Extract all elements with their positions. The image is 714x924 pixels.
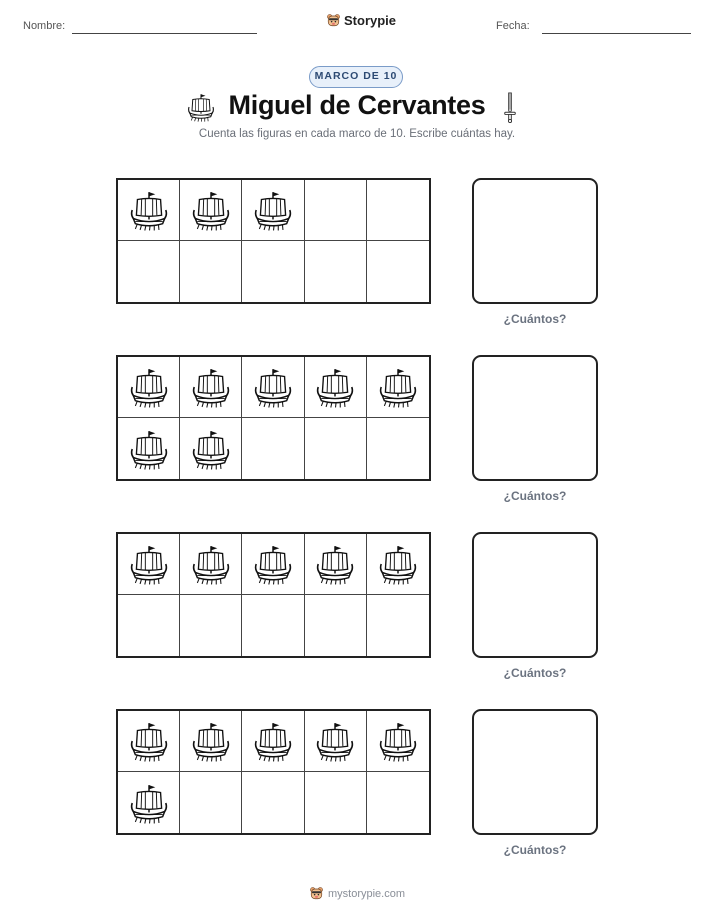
name-line[interactable]: [72, 33, 257, 34]
frame-cell: [118, 180, 180, 241]
frame-cell: [242, 534, 304, 595]
instructions: Cuenta las figuras en cada marco de 10. Escribe cuántas hay.: [198, 128, 516, 140]
brand-logo: [326, 13, 396, 28]
frame-cell: [180, 241, 242, 302]
viking-ship-icon: [128, 782, 170, 824]
frame-cell: [367, 180, 429, 241]
mascot-icon: [309, 886, 324, 901]
frame-cell: [180, 772, 242, 833]
frame-cell: [180, 180, 242, 241]
viking-ship-icon: [190, 720, 232, 762]
frame-cell: [367, 241, 429, 302]
answer-label-2: ¿Cuántos?: [503, 489, 567, 503]
frame-cell: [367, 711, 429, 772]
worksheet-type-badge: MARCO DE 10: [309, 66, 403, 88]
frame-cell: [180, 595, 242, 656]
footer-site: mystorypie.com: [327, 887, 406, 900]
frame-cell: [305, 772, 367, 833]
date-line[interactable]: [542, 33, 691, 34]
viking-ship-icon: [128, 543, 170, 585]
frame-cell: [180, 534, 242, 595]
viking-ship-icon: [190, 189, 232, 231]
viking-ship-icon: [377, 366, 419, 408]
frame-cell: [180, 357, 242, 418]
frame-cell: [367, 534, 429, 595]
viking-ship-icon: [128, 189, 170, 231]
frame-cell: [305, 534, 367, 595]
frame-cell: [367, 772, 429, 833]
ten-frame-2: [116, 355, 431, 481]
ten-frame-4: [116, 709, 431, 835]
frame-cell: [118, 241, 180, 302]
answer-box-4[interactable]: [472, 709, 598, 835]
page-title: Miguel de Cervantes: [228, 90, 486, 120]
viking-ship-icon: [252, 720, 294, 762]
frame-cell: [305, 180, 367, 241]
answer-box-2[interactable]: [472, 355, 598, 481]
ten-frame-3: [116, 532, 431, 658]
frame-cell: [367, 595, 429, 656]
viking-ship-icon: [128, 366, 170, 408]
brand-name: Storypie: [344, 13, 397, 28]
frame-cell: [305, 418, 367, 479]
frame-cell: [180, 418, 242, 479]
answer-label-1: ¿Cuántos?: [503, 312, 567, 326]
frame-cell: [118, 595, 180, 656]
frame-cell: [118, 534, 180, 595]
viking-ship-icon: [252, 366, 294, 408]
sword-icon: [503, 91, 517, 123]
answer-label-3: ¿Cuántos?: [503, 666, 567, 680]
name-label: Nombre:: [23, 20, 66, 32]
frame-cell: [118, 357, 180, 418]
frame-cell: [305, 711, 367, 772]
answer-box-1[interactable]: [472, 178, 598, 304]
frame-cell: [242, 772, 304, 833]
frame-cell: [305, 357, 367, 418]
viking-ship-icon: [190, 543, 232, 585]
frame-cell: [242, 180, 304, 241]
answer-box-3[interactable]: [472, 532, 598, 658]
frame-cell: [367, 357, 429, 418]
date-label: Fecha:: [496, 20, 530, 32]
frame-cell: [180, 711, 242, 772]
answer-label-4: ¿Cuántos?: [503, 843, 567, 857]
frame-cell: [242, 241, 304, 302]
viking-ship-icon: [314, 366, 356, 408]
frame-cell: [305, 241, 367, 302]
frame-cell: [118, 711, 180, 772]
viking-ship-icon: [252, 189, 294, 231]
viking-ship-icon: [252, 543, 294, 585]
viking-ship-icon: [190, 366, 232, 408]
frame-cell: [242, 711, 304, 772]
frame-cell: [242, 357, 304, 418]
ten-frame-1: [116, 178, 431, 304]
footer: [0, 886, 714, 901]
viking-ship-icon: [377, 720, 419, 762]
viking-ship-icon: [377, 543, 419, 585]
viking-ship-icon: [314, 543, 356, 585]
frame-cell: [305, 595, 367, 656]
viking-ship-icon: [128, 428, 170, 470]
viking-ship-icon: [128, 720, 170, 762]
mascot-icon: [326, 13, 341, 28]
viking-ship-icon: [190, 428, 232, 470]
frame-cell: [242, 595, 304, 656]
frame-cell: [367, 418, 429, 479]
frame-cell: [118, 772, 180, 833]
frame-cell: [242, 418, 304, 479]
viking-ship-icon: [314, 720, 356, 762]
frame-cell: [118, 418, 180, 479]
